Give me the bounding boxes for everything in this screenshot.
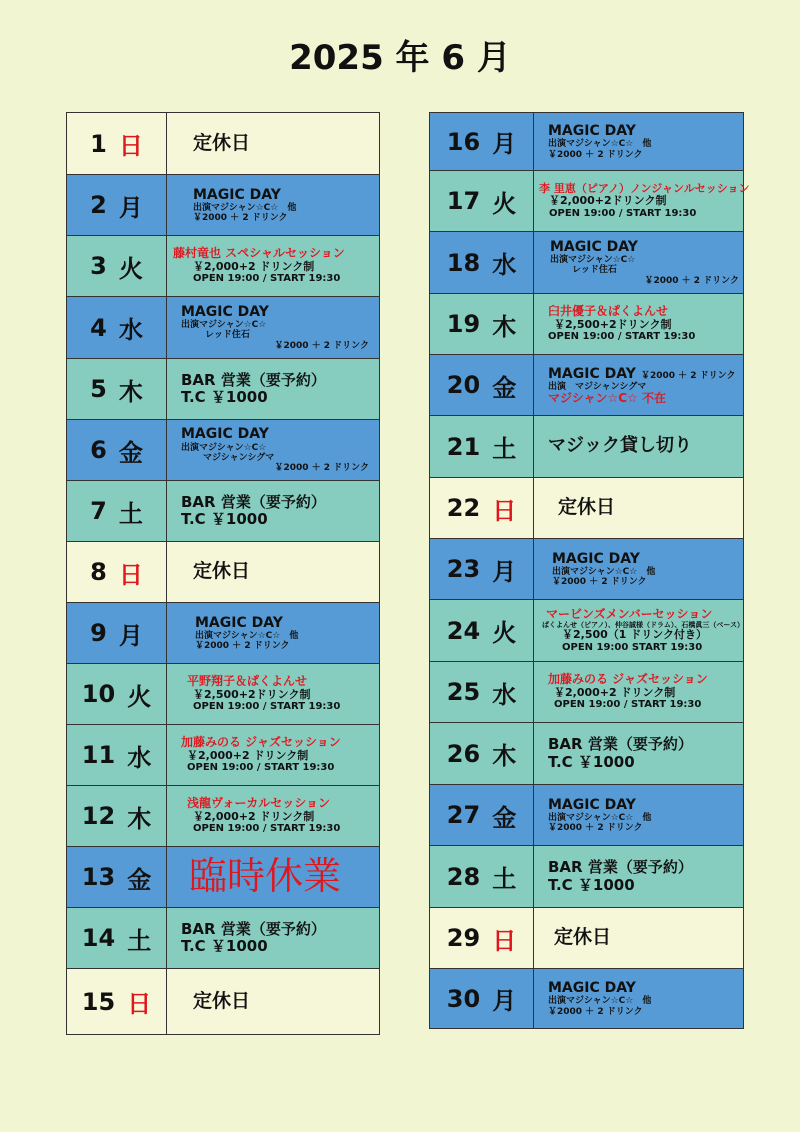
weekday: 水 xyxy=(118,316,143,344)
day-row-6 xyxy=(66,419,380,481)
event-info xyxy=(167,481,379,541)
event-performers: ぱくよんせ（ピアノ）、仲谷誠様（ドラム）、石橋眞三（ベース） xyxy=(542,621,745,630)
event-info xyxy=(534,539,743,599)
day-number: 9 xyxy=(90,619,107,647)
day-row-26 xyxy=(429,722,744,785)
date-cell xyxy=(67,908,167,968)
day-number: 1 xyxy=(90,129,107,158)
event-time: OPEN 19:00 / START 19:30 xyxy=(193,273,341,285)
date-cell xyxy=(430,355,534,415)
weekday: 日 xyxy=(127,990,152,1018)
event-performers: 出演マジシャン☆C☆ 他 xyxy=(552,566,656,577)
day-number: 8 xyxy=(90,558,107,586)
date-cell xyxy=(430,600,534,661)
day-number: 18 xyxy=(446,248,481,277)
event-title: MAGIC DAY xyxy=(181,426,269,443)
event-info xyxy=(534,171,750,231)
weekday: 金 xyxy=(127,865,152,894)
event-performers: 出演マジシャン☆C☆ xyxy=(181,320,267,331)
day-number: 4 xyxy=(90,313,107,342)
weekday: 日 xyxy=(492,496,517,525)
event-info xyxy=(167,908,379,968)
event-price: ￥2000 ＋ 2 ドリンク xyxy=(548,823,643,834)
event-title: MAGIC DAY xyxy=(550,238,638,255)
day-number: 23 xyxy=(446,555,481,583)
date-cell xyxy=(67,481,167,541)
event-price: ￥2000 ＋ 2 ドリンク xyxy=(548,1006,643,1017)
event-price: ￥2,500（1 ドリンク付き） xyxy=(562,628,708,642)
event-performers: 出演マジシャン☆C☆ 他 xyxy=(548,812,652,823)
day-row-18 xyxy=(429,231,744,294)
date-cell xyxy=(430,294,534,354)
day-row-24 xyxy=(429,599,744,662)
day-number: 21 xyxy=(446,432,481,461)
event-price: T.C ￥1000 xyxy=(181,937,268,955)
event-time: OPEN 19:00 / START 19:30 xyxy=(548,331,696,343)
weekday: 木 xyxy=(127,804,152,833)
date-cell xyxy=(67,664,167,724)
closed-label: 定休日 xyxy=(193,560,251,583)
event-info xyxy=(167,113,379,174)
event-title: 加藤みのる ジャズセッション xyxy=(181,735,341,750)
event-price: ￥2,000+2 ドリンク制 xyxy=(193,809,315,823)
date-cell xyxy=(430,416,534,477)
day-row-10 xyxy=(66,663,380,725)
date-cell xyxy=(430,662,534,722)
day-row-4 xyxy=(66,296,380,359)
weekday: 土 xyxy=(118,499,143,528)
event-info xyxy=(167,420,379,480)
date-cell xyxy=(67,847,167,907)
date-cell xyxy=(430,171,534,231)
event-info xyxy=(534,969,743,1028)
day-row-8 xyxy=(66,541,380,603)
weekday: 土 xyxy=(492,435,517,463)
day-row-25 xyxy=(429,661,744,723)
closed-label: 定休日 xyxy=(193,131,251,154)
event-price: ￥2000 ＋ 2 ドリンク xyxy=(274,463,369,474)
day-row-15 xyxy=(66,968,380,1035)
day-number: 28 xyxy=(446,862,481,891)
day-number: 25 xyxy=(446,678,481,706)
event-price: ￥2,000+2 ドリンク制 xyxy=(187,748,309,762)
day-number: 10 xyxy=(81,680,116,708)
weekday: 月 xyxy=(118,193,143,222)
event-info xyxy=(167,786,379,846)
event-title: BAR 営業（要予約） xyxy=(548,858,693,877)
event-performer-2: レッド住石 xyxy=(205,330,250,341)
date-cell xyxy=(430,785,534,845)
date-cell xyxy=(430,969,534,1028)
weekday: 水 xyxy=(127,743,152,772)
event-title: BAR 営業（要予約） xyxy=(181,492,326,511)
weekday: 火 xyxy=(118,254,143,283)
day-row-23 xyxy=(429,538,744,600)
day-row-2 xyxy=(66,174,380,236)
event-time: OPEN 19:00 START 19:30 xyxy=(562,641,703,653)
day-number: 16 xyxy=(446,127,481,156)
event-info xyxy=(167,236,379,296)
event-time: OPEN 19:00 / START 19:30 xyxy=(193,701,341,713)
event-price: ￥2000 ＋ 2 ドリンク xyxy=(548,149,643,160)
day-row-1 xyxy=(66,112,380,175)
event-performers: 出演マジシャン☆C☆ xyxy=(550,255,636,266)
weekday: 水 xyxy=(492,251,517,279)
weekday: 月 xyxy=(492,130,517,158)
event-title: MAGIC DAY xyxy=(548,123,636,140)
day-row-12 xyxy=(66,785,380,847)
event-performers: 出演 マジシャンシグマ xyxy=(548,382,647,393)
weekday: 日 xyxy=(118,132,143,160)
event-info xyxy=(167,847,379,907)
event-title: マジック貸し切り xyxy=(548,435,692,457)
event-title: MAGIC DAY xyxy=(552,550,640,567)
weekday: 月 xyxy=(492,557,517,586)
weekday: 木 xyxy=(492,312,517,341)
weekday: 金 xyxy=(492,803,517,832)
weekday: 日 xyxy=(492,926,517,955)
event-performers: 出演マジシャン☆C☆ 他 xyxy=(195,630,299,641)
event-info xyxy=(167,297,379,358)
event-title: マービンズメンバーセッション xyxy=(546,606,713,621)
day-row-16 xyxy=(429,112,744,171)
day-number: 14 xyxy=(81,924,116,952)
event-price: ￥2,500+2ドリンク制 xyxy=(554,317,672,331)
event-title: 加藤みのる ジャズセッション xyxy=(548,672,708,687)
day-row-9 xyxy=(66,602,380,664)
closed-label: 定休日 xyxy=(558,496,616,519)
event-info xyxy=(167,725,379,785)
event-performer-2: レッド住石 xyxy=(572,265,617,276)
weekday: 水 xyxy=(492,680,517,709)
weekday: 月 xyxy=(118,621,143,650)
day-number: 2 xyxy=(90,191,107,219)
event-price: ￥2000 ＋ 2 ドリンク xyxy=(552,577,647,588)
date-cell xyxy=(430,478,534,538)
day-number: 15 xyxy=(81,987,116,1016)
event-price: ￥2,500+2ドリンク制 xyxy=(193,687,311,701)
day-number: 26 xyxy=(446,739,481,768)
event-title: MAGIC DAY xyxy=(195,614,283,631)
day-number: 6 xyxy=(90,436,107,464)
day-number: 22 xyxy=(446,494,481,522)
day-row-19 xyxy=(429,293,744,355)
event-price: ￥2000 ＋ 2 ドリンク xyxy=(640,370,736,381)
day-row-5 xyxy=(66,358,380,420)
day-row-29 xyxy=(429,907,744,969)
date-cell xyxy=(430,232,534,293)
event-price: ￥2,000+2 ドリンク制 xyxy=(554,685,676,699)
event-info xyxy=(167,359,379,419)
event-price: T.C ￥1000 xyxy=(548,875,635,894)
day-number: 12 xyxy=(81,802,116,830)
event-title: MAGIC DAY xyxy=(181,303,269,320)
day-row-13 xyxy=(66,846,380,908)
event-time: OPEN 19:00 / START 19:30 xyxy=(554,699,702,711)
date-cell xyxy=(430,908,534,968)
event-title: 藤村竜也 スペシャルセッション xyxy=(173,246,345,261)
closed-label: 定休日 xyxy=(193,989,251,1012)
date-cell xyxy=(430,113,534,170)
weekday: 金 xyxy=(492,373,517,402)
day-row-28 xyxy=(429,845,744,908)
event-info xyxy=(534,662,743,722)
day-row-21 xyxy=(429,415,744,478)
event-price: ￥2,000+2 ドリンク制 xyxy=(193,259,315,273)
date-cell xyxy=(67,420,167,480)
event-title: 李 里恵（ピアノ）ノンジャンルセッション xyxy=(539,181,750,195)
event-info xyxy=(534,232,743,293)
date-cell xyxy=(67,236,167,296)
date-cell xyxy=(430,723,534,784)
date-cell xyxy=(67,542,167,602)
date-cell xyxy=(67,725,167,785)
event-info xyxy=(534,723,743,784)
day-number: 17 xyxy=(446,187,481,215)
day-number: 19 xyxy=(446,310,481,338)
event-info xyxy=(534,416,743,477)
day-row-17 xyxy=(429,170,750,232)
event-info xyxy=(534,600,744,661)
day-number: 5 xyxy=(90,375,107,403)
event-info xyxy=(534,478,743,538)
weekday: 火 xyxy=(492,619,517,647)
event-info xyxy=(534,294,743,354)
event-info xyxy=(534,355,743,415)
event-performers: 出演マジシャン☆C☆ 他 xyxy=(548,996,652,1007)
weekday: 日 xyxy=(118,560,143,589)
event-price: T.C ￥1000 xyxy=(548,752,635,771)
event-title: MAGIC DAY xyxy=(548,980,636,997)
date-cell xyxy=(67,113,167,174)
day-number: 29 xyxy=(446,924,481,952)
event-price: ￥2,000+2ドリンク制 xyxy=(549,194,667,208)
date-cell xyxy=(67,969,167,1034)
day-number: 30 xyxy=(446,984,481,1013)
event-price: ￥2000 ＋ 2 ドリンク xyxy=(193,213,288,224)
event-price: ￥2000 ＋ 2 ドリンク xyxy=(274,340,369,351)
event-info xyxy=(167,542,379,602)
event-performer-2: マジシャンシグマ xyxy=(203,452,275,463)
weekday: 月 xyxy=(492,987,517,1015)
weekday: 火 xyxy=(127,682,152,711)
day-row-3 xyxy=(66,235,380,297)
event-price: ￥2000 ＋ 2 ドリンク xyxy=(195,641,290,652)
event-title: 臼井優子＆ぱくよんせ xyxy=(548,304,669,319)
temporary-closure-label: 臨時休業 xyxy=(189,854,342,899)
closed-label: 定休日 xyxy=(554,926,612,949)
event-info xyxy=(167,664,379,724)
day-row-30 xyxy=(429,968,744,1029)
weekday: 金 xyxy=(118,438,143,467)
event-title: BAR 営業（要予約） xyxy=(548,735,693,754)
day-number: 7 xyxy=(90,497,107,525)
date-cell xyxy=(67,359,167,419)
event-info xyxy=(167,175,379,235)
date-cell xyxy=(67,175,167,235)
day-row-7 xyxy=(66,480,380,542)
event-note: マジシャン☆C☆ 不在 xyxy=(548,391,666,406)
event-title: BAR 営業（要予約） xyxy=(181,370,326,389)
date-cell xyxy=(430,846,534,907)
day-number: 27 xyxy=(446,801,481,829)
event-title: MAGIC DAY xyxy=(193,186,281,203)
event-title: MAGIC DAY xyxy=(548,365,636,382)
event-price: T.C ￥1000 xyxy=(181,510,268,528)
day-row-20 xyxy=(429,354,744,416)
day-number: 20 xyxy=(446,371,481,399)
event-price: T.C ￥1000 xyxy=(181,388,268,406)
weekday: 火 xyxy=(492,189,517,218)
event-title: MAGIC DAY xyxy=(548,796,636,813)
weekday: 木 xyxy=(492,742,517,770)
weekday: 木 xyxy=(118,377,143,406)
event-info xyxy=(534,908,743,968)
event-title: BAR 営業（要予約） xyxy=(181,919,326,938)
event-info xyxy=(167,969,379,1034)
day-row-11 xyxy=(66,724,380,786)
event-performers: 出演マジシャン☆C☆ 他 xyxy=(548,139,652,150)
day-row-22 xyxy=(429,477,744,539)
event-info xyxy=(534,846,743,907)
event-time: OPEN 19:00 / START 19:30 xyxy=(193,823,341,835)
page-title: 2025 年 6 月 xyxy=(289,38,511,78)
event-time: OPEN 19:00 / START 19:30 xyxy=(549,207,697,219)
date-cell xyxy=(67,297,167,358)
event-title: 平野翔子＆ぱくよんせ xyxy=(187,674,308,689)
weekday: 土 xyxy=(127,926,152,955)
day-number: 11 xyxy=(81,741,116,769)
day-row-27 xyxy=(429,784,744,846)
weekday: 土 xyxy=(492,865,517,893)
day-number: 13 xyxy=(81,863,116,891)
event-title: 浅龍ヴォーカルセッション xyxy=(187,796,331,811)
event-price: ￥2000 ＋ 2 ドリンク xyxy=(644,275,739,286)
event-performers: 出演マジシャン☆C☆ xyxy=(181,442,267,453)
event-info xyxy=(167,603,379,663)
day-number: 3 xyxy=(90,252,107,280)
day-number: 24 xyxy=(446,616,481,645)
date-cell xyxy=(67,786,167,846)
day-row-14 xyxy=(66,907,380,969)
date-cell xyxy=(430,539,534,599)
event-info xyxy=(534,113,743,170)
event-time: OPEN 19:00 / START 19:30 xyxy=(187,762,335,774)
event-performers: 出演マジシャン☆C☆ 他 xyxy=(193,202,297,213)
event-info xyxy=(534,785,743,845)
date-cell xyxy=(67,603,167,663)
